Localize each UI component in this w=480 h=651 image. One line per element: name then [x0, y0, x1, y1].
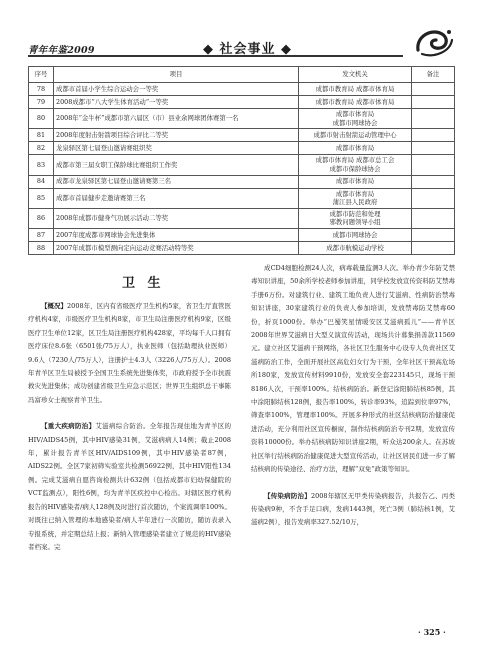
column-header: 序号 — [29, 67, 54, 83]
right-column — [251, 262, 455, 530]
awards-table — [28, 66, 455, 255]
row-number: 86 — [29, 208, 54, 228]
row-number: 82 — [29, 142, 54, 155]
paragraph — [28, 420, 231, 554]
issuing-authority — [299, 142, 412, 155]
paragraph-label: 【概况】 — [41, 302, 68, 310]
paragraph — [251, 490, 455, 530]
remark — [412, 142, 455, 155]
remark — [412, 175, 455, 188]
authority-line: 成都市保龄球协会 — [329, 164, 381, 173]
row-number: 81 — [29, 129, 54, 142]
issuing-authority — [299, 109, 412, 129]
remark — [412, 96, 455, 109]
page-header — [0, 0, 480, 58]
swirl-logo-icon — [412, 26, 456, 58]
remark — [412, 242, 455, 255]
page-number: · 325 · — [418, 627, 446, 637]
authority-line: 成都市体育局 — [335, 177, 375, 186]
award-item: 成都市龙泉驿区第七届登山邀请赛第三名 — [54, 175, 299, 188]
authority-line: 成都市防范和处理 — [329, 209, 381, 218]
row-number: 78 — [29, 83, 54, 96]
table-row — [29, 242, 455, 255]
issuing-authority — [299, 188, 412, 208]
authority-line: 成都市教育局 成都市体育局 — [315, 97, 395, 106]
paragraph-label: 【重大疾病防治】 — [41, 422, 96, 431]
authority-line: 蒲江县人民政府 — [332, 198, 378, 207]
authority-line: 成都市教育局 成都市体育局 — [315, 84, 395, 93]
authority-line: 成都市体育局 — [335, 143, 375, 152]
authority-line: 成都市射击射箭运动管理中心 — [313, 130, 397, 139]
row-number: 84 — [29, 175, 54, 188]
issuing-authority — [299, 208, 412, 228]
table-row — [29, 208, 455, 228]
table-row — [29, 96, 455, 109]
issuing-authority — [299, 129, 412, 142]
remark — [412, 129, 455, 142]
table-row — [29, 142, 455, 155]
section-header: ◆ 社会事业 ◆ — [203, 42, 293, 57]
award-item: 成都市首届健步走邀请赛第三名 — [54, 188, 299, 208]
authority-line: 邪教问题领导小组 — [329, 218, 381, 227]
table-row — [29, 188, 455, 208]
award-item: 成都市首届小学生综合运动会一等奖 — [54, 83, 299, 96]
authority-line: 成都市网球协会 — [332, 230, 378, 239]
table-row — [29, 83, 455, 96]
table-row — [29, 175, 455, 188]
left-column — [28, 300, 231, 554]
column-header: 发文机关 — [299, 67, 412, 83]
paragraph — [251, 262, 455, 477]
paragraph-text: 2008年辖区无甲类传染病报告，共报告乙、丙类传染病9种，不含手足口病，发病1443例，死亡3例（肺结核1例，艾滋病2例），报告发病率327.52/10万， — [251, 491, 455, 527]
remark — [412, 188, 455, 208]
remark — [412, 229, 455, 242]
award-item: 2007年成都市模型测向定向运动竞赛活动特等奖 — [54, 242, 299, 255]
row-number: 88 — [29, 242, 54, 255]
authority-line: 成都市网球协会 — [332, 118, 378, 127]
column-header: 项目 — [54, 67, 299, 83]
award-item: 成都市第三届女职工保龄球比赛组织工作奖 — [54, 155, 299, 175]
issuing-authority — [299, 175, 412, 188]
issuing-authority — [299, 155, 412, 175]
issuing-authority — [299, 242, 412, 255]
award-item: 龙泉驿区第七届登山邀请赛组织奖 — [54, 142, 299, 155]
row-number: 87 — [29, 229, 54, 242]
running-title: 青年年鉴2009 — [28, 45, 95, 56]
section-title: 卫 生 — [122, 276, 165, 291]
award-item: 2007年度成都市网球协会先进集体 — [54, 229, 299, 242]
row-number: 79 — [29, 96, 54, 109]
remark — [412, 208, 455, 228]
table-row — [29, 229, 455, 242]
paragraph — [28, 300, 231, 407]
award-item: 2008年“金牛杯”成都市第六届区（市）县业余网球团体赛第一名 — [54, 109, 299, 129]
row-number: 80 — [29, 109, 54, 129]
authority-line: 成都市体育局 — [335, 189, 375, 198]
issuing-authority — [299, 83, 412, 96]
table-row — [29, 129, 455, 142]
award-item: 2008年成都市健身气功展示活动二等奖 — [54, 208, 299, 228]
table-row — [29, 109, 455, 129]
issuing-authority — [299, 229, 412, 242]
table-row — [29, 155, 455, 175]
row-number: 83 — [29, 155, 54, 175]
award-item: 2008年度射击射箭项目综合评比二等奖 — [54, 129, 299, 142]
paragraph-text: 艾滋病综合防治。全年报告现住地为青羊区的HIV/AIDS45例，其中HIV感染31例，艾滋病病人14例；截止2008年，累计报告青羊区HIV/AIDS109例，其中HIV感染者87例，AIDS22例。全区7家初筛实验室共检测56922例，其中HIV阳性134例。完成艾滋病自愿咨询检测共计632例（包括成都市妇幼保健院的VCT监测点），阳性6例，均为青羊区疾控中心检出。对辖区医疗机构报告的HIV感染者/病人128例及时进行首次随访，个案流调率100%。对既往已纳入管理的本地感染者/病人半年进行一次随访，随访表录入专报系统，并定期总结上报；新纳入管理感染者建立了规范的HIV感染者档案。完 — [28, 422, 232, 551]
paragraph-text: 2008年，区内有省级医疗卫生机构5家，省卫生厅直管医疗机构4家，市级医疗卫生机构8家，市卫生局注册医疗机构9家，区级医疗卫生单位12家，区卫生局注册医疗机构428家，平均每千人口拥有医疗床位8.6张（6501张/75万人），执业医师（包括助理执业医师）9.6人（7230人/75万人），注册护士4.3人（3226人/75万人）。2008年青羊区卫生局被授予全国卫生系统先进集体奖，市政府授予全市抗震救灾先进集体；成功创建省级卫生应急示范区；世界卫生组织总干事陈冯富珍女士视察青羊卫生。 — [28, 302, 231, 404]
remark — [412, 155, 455, 175]
issuing-authority — [299, 96, 412, 109]
authority-line: 成都市体育局 成都市总工会 — [315, 156, 395, 165]
award-item: 2008成都市“八大学生体育活动”一等奖 — [54, 96, 299, 109]
remark — [412, 109, 455, 129]
header-rule — [28, 55, 403, 57]
column-header: 备注 — [412, 67, 455, 83]
authority-line: 成都市体育局 — [335, 110, 375, 118]
row-number: 85 — [29, 188, 54, 208]
remark — [412, 83, 455, 96]
authority-line: 成都市航模运动学校 — [326, 243, 384, 252]
paragraph-label: 【传染病防治】 — [264, 491, 311, 500]
paragraph-text: 成CD4细胞检测24人次，病毒载量监测3人次。举办青少年防艾禁毒知识讲座，50余所学校老师参加讲座，同学校发放宣传资料防艾禁毒手册6万份。对建筑行业、建筑工地负责人进行艾滋病、性病防治禁毒知识讲座，30家建筑行业的负责人参加培训，发放禁毒防艾禁毒60份，折页1000份。举办“巴蜀笑星情暖安区艾滋病孤儿”——青羊区2008年世界艾滋病日大型义演宣传活动，现场共计募集捐善款11569元。建立社区艾滋病干预网络，各社区卫生服务中心设专人负责社区艾滋病防治工作，全面开展社区高危妇女行为干预，全年社区干预高危场所180家，发放宣传材料9910份，发放安全套223145只，现场干预8186人次，干预率100%。结核病防治。新登记涂阳肺结核85例，其中涂阳肺结核128例，报告率100%，转诊率93%，追踪到位率97%，筛查率100%，管理率100%。开展多种形式的社区结核病防治健康促进活动，充分利用社区宣传橱窗，制作结核病防治专刊2期，发放宣传资料10000份。举办结核病防知识讲座2期，听众达200余人。在苏坡社区举行结核病防治健康促进大型宣传活动，让社区居民们进一步了解结核病的传染途径、治疗方法，理解“双免”政策等知识。 — [251, 264, 455, 474]
table-header-row — [29, 67, 455, 83]
